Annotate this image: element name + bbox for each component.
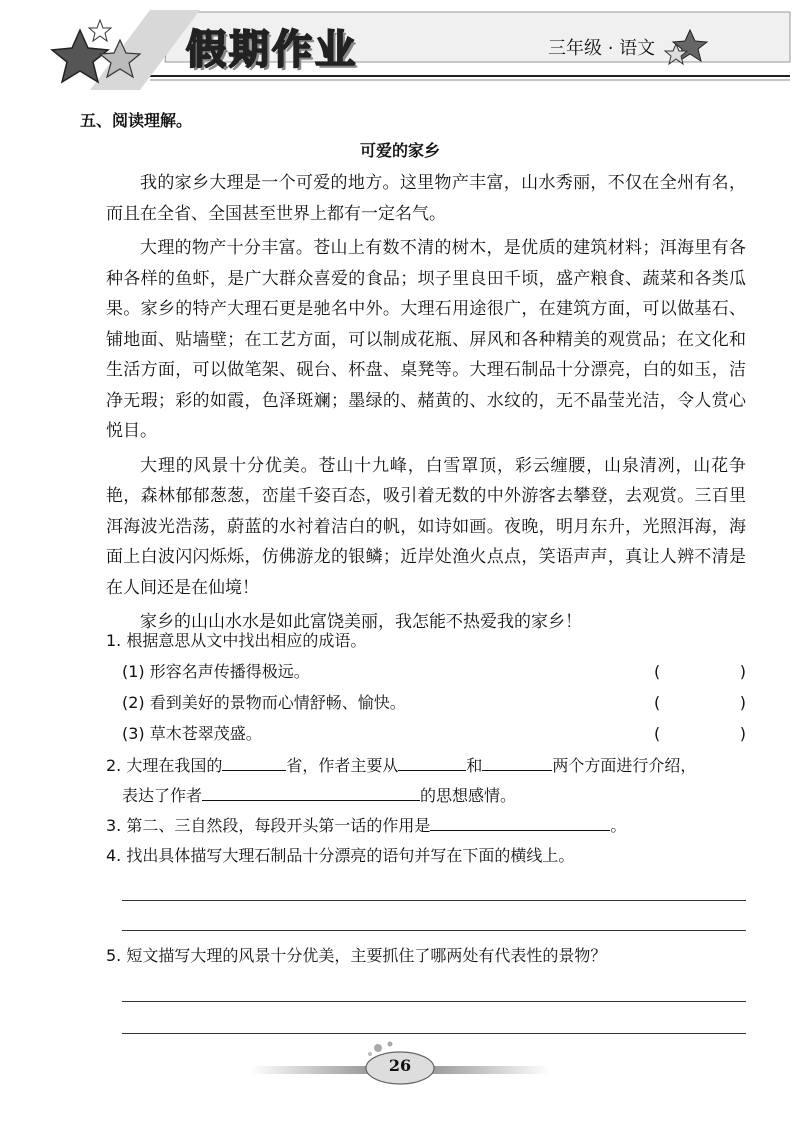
- section-title: 五、阅读理解。: [80, 111, 193, 130]
- answer-blank[interactable]: [482, 752, 552, 771]
- question-3: 3. 第二、三自然段，每段开头第一话的作用是 。: [106, 811, 746, 841]
- question-1-item-text: (3) 草木苍翠茂盛。: [122, 724, 262, 743]
- questions: [106, 626, 746, 1034]
- page-footer: [0, 1040, 800, 1090]
- article-paragraph: 我的家乡大理是一个可爱的地方。这里物产丰富，山水秀丽，不仅在全州有名，而且在全省、全国甚至世界上都有一定名气。: [106, 173, 746, 224]
- question-4: 4. 找出具体描写大理石制品十分漂亮的语句并写在下面的横线上。: [106, 846, 575, 865]
- star-icon: [52, 30, 108, 82]
- grade-subject: 三年级 · 语文: [548, 38, 656, 59]
- question-2-continued: 表达了作者 的思想感情。: [106, 781, 746, 811]
- answer-blank[interactable]: [430, 812, 610, 831]
- article-paragraph: 家乡的山山水水是如此富饶美丽，我怎能不热爱我的家乡！: [140, 612, 582, 632]
- page-number: 26: [388, 1056, 412, 1075]
- article-body: [106, 168, 746, 642]
- question-1-item-text: (1) 形容名声传播得极远。: [122, 662, 310, 681]
- question-1-item: [106, 718, 746, 749]
- article-paragraph: 大理的物产十分丰富。苍山上有数不清的树木，是优质的建筑材料；洱海里有各种各样的鱼虾，是广大群众喜爱的食品；坝子里良田千顷，盛产粮食、蔬菜和各类瓜果。家乡的特产大理石更是驰名中外。大理石用途很广，在建筑方面，可以做基石、铺地面、贴墙壁；在工艺方面，可以制成花瓶、屏风和各种精美的观赏品；在文化和生活方面，可以做笔架、砚台、杯盘、桌凳等。大理石制品十分漂亮，白的如玉，洁净无瑕；彩的如霞，色泽斑斓；墨绿的、赭黄的、水纹的，无不晶莹光洁，令人赏心悦目。: [106, 238, 746, 441]
- answer-line[interactable]: [122, 930, 746, 931]
- question-1-item: [106, 656, 746, 687]
- question-1-item: [106, 687, 746, 718]
- question-1: 1. 根据意思从文中找出相应的成语。: [106, 631, 367, 650]
- answer-blank[interactable]: [202, 782, 420, 801]
- question-5: 5. 短文描写大理的风景十分优美，主要抓住了哪两处有代表性的景物？: [106, 946, 607, 965]
- answer-blank[interactable]: [398, 752, 466, 771]
- question-1-item-text: (2) 看到美好的景物而心情舒畅、愉快。: [122, 693, 406, 712]
- answer-parentheses[interactable]: ( ): [654, 693, 746, 712]
- question-2: 2. 大理在我国的 省，作者主要从 和 两个方面进行介绍，: [106, 751, 746, 781]
- page-header: [0, 0, 800, 100]
- answer-parentheses[interactable]: ( ): [654, 662, 746, 681]
- header-title: 假期作业: [186, 27, 358, 73]
- header-decoration: [0, 0, 800, 100]
- star-icon: [89, 20, 111, 41]
- answer-line[interactable]: [122, 1033, 746, 1034]
- article-title: 可爱的家乡: [359, 141, 440, 160]
- article-paragraph: 大理的风景十分优美。苍山十九峰，白雪罩顶，彩云缠腰，山泉清冽，山花争艳，森林郁郁葱葱，峦崖千姿百态，吸引着无数的中外游客去攀登，去观赏。三百里洱海波光浩荡，蔚蓝的水衬着洁白的帆，如诗如画。夜晚，明月东升，光照洱海，海面上白波闪闪烁烁，仿佛游龙的银鳞；近岸处渔火点点，笑语声声，真让人辨不清是在人间还是在仙境！: [106, 455, 746, 598]
- answer-parentheses[interactable]: ( ): [654, 724, 746, 743]
- answer-blank[interactable]: [222, 752, 286, 771]
